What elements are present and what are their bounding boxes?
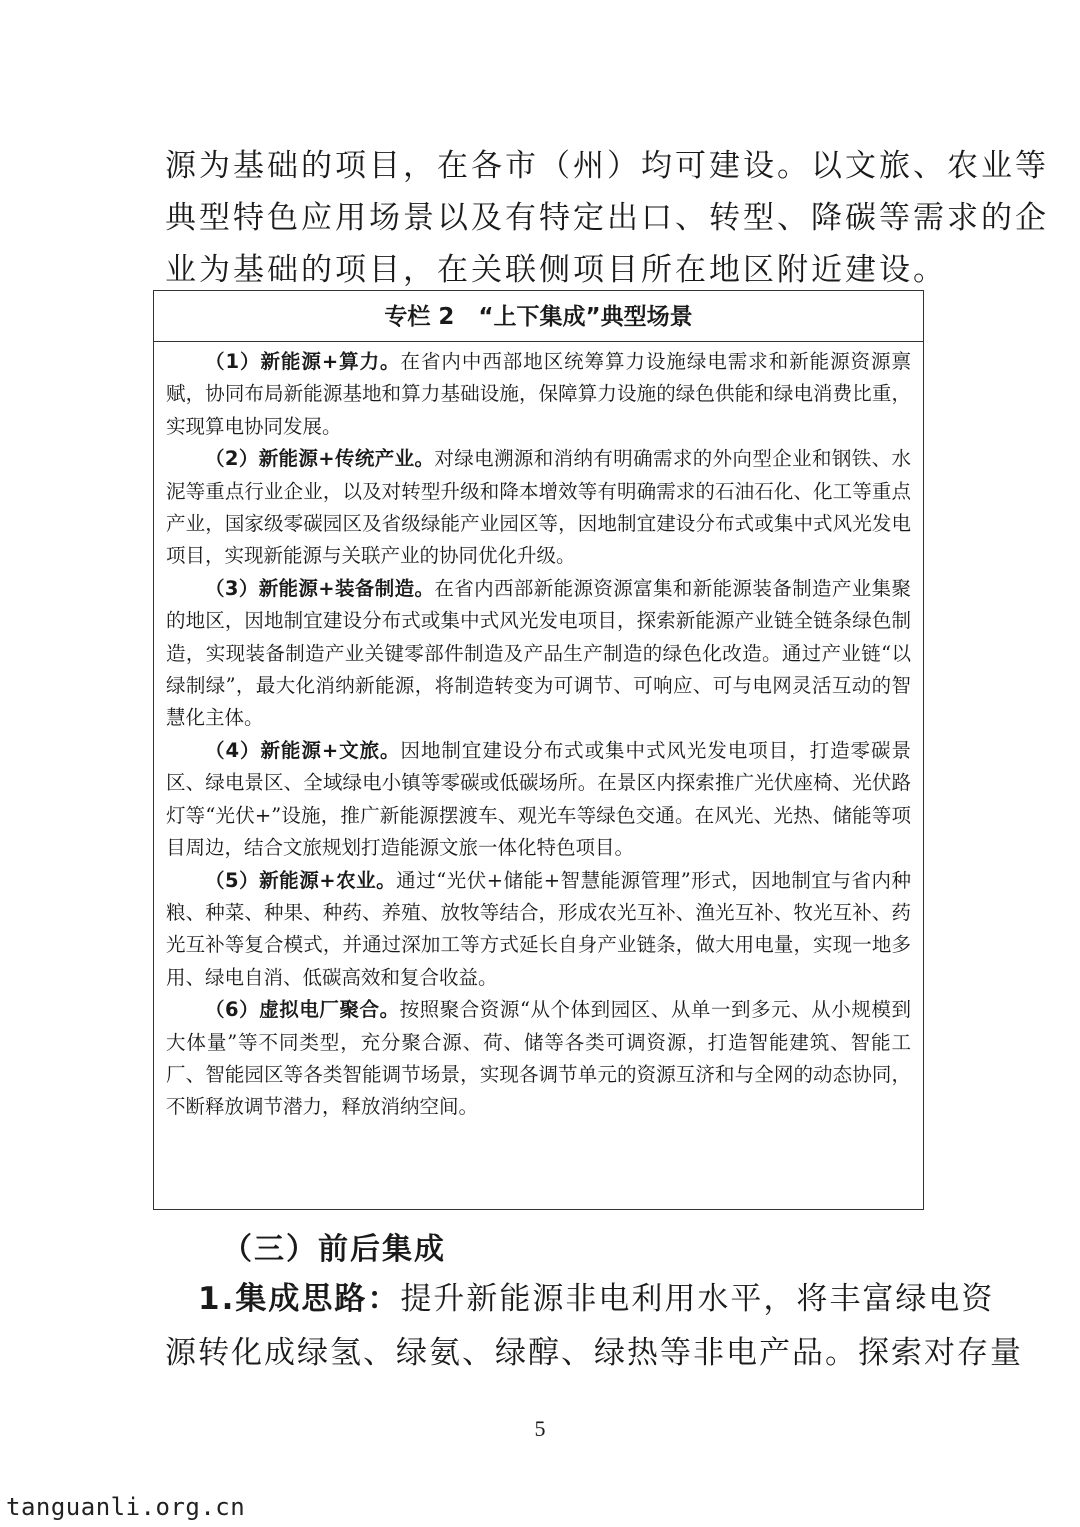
column-box: [153, 290, 924, 1210]
scenario-text: 对绿电溯源和消纳有明确需求的外向型企业和钢铁、水泥等重点行业企业，以及对转型升级和降本增效等有明确需求的石油石化、化工等重点产业，国家级零碳园区及省级绿能产业园区等，因地制宜建设分布式或集中式风光发电项目，实现新能源与关联产业的协同优化升级。: [166, 447, 911, 568]
column-box-title: [154, 291, 923, 342]
scenario-item: [166, 573, 911, 735]
column-title: “上下集成”典型场景: [478, 304, 693, 330]
scenario-lead: （2）新能源+传统产业。: [205, 447, 435, 471]
body-lead: 1.集成思路：: [198, 1281, 401, 1317]
intro-paragraph: [165, 140, 1049, 296]
scenario-text: 在省内中西部地区统筹算力设施绿电需求和新能源资源禀赋，协同布局新能源基地和算力基础设施，保障算力设施的绿色供能和绿电消费比重，实现算电协同发展。: [166, 350, 911, 438]
section-heading: （三）前后集成: [222, 1232, 446, 1267]
column-box-body: [154, 342, 923, 1124]
body-paragraph: [165, 1272, 1023, 1380]
scenario-text: 因地制宜建设分布式或集中式风光发电项目，打造零碳景区、绿电景区、全域绿电小镇等零碳或低碳场所。在景区内探索推广光伏座椅、光伏路灯等“光伏+”设施，推广新能源摆渡车、观光车等绿色交通。在风光、光热、储能等项目周边，结合文旅规划打造能源文旅一体化特色项目。: [166, 738, 911, 860]
scenario-text: 在省内西部新能源资源富集和新能源装备制造产业集聚的地区，因地制宜建设分布式或集中式风光发电项目，探索新能源产业链全链条绿色制造，实现装备制造产业关键零部件制造及产品生产制造的绿色化改造。通过产业链“以绿制绿”，最大化消纳新能源，将制造转变为可调节、可响应、可与电网灵活互动的智慧化主体。: [166, 576, 911, 730]
scenario-text: 按照聚合资源“从个体到园区、从单一到多元、从小规模到大体量”等不同类型，充分聚合源、荷、储等各类可调资源，打造智能建筑、智能工厂、智能园区等各类智能调节场景，实现各调节单元的资源互济和与全网的动态协同，不断释放调节潜力，释放消纳空间。: [166, 998, 911, 1119]
intro-line: 典型特色应用场景以及有特定出口、转型、降碳等需求的企: [165, 200, 1049, 236]
body-line: 源转化成绿氢、绿氨、绿醇、绿热等非电产品。探索对存量: [165, 1335, 1023, 1371]
body-text: 提升新能源非电利用水平，将丰富绿电资: [400, 1281, 995, 1317]
scenario-item: [166, 735, 911, 865]
scenario-lead: （4）新能源+文旅。: [205, 738, 401, 762]
intro-line: 源为基础的项目，在各市（州）均可建设。以文旅、农业等: [165, 148, 1049, 184]
scenario-item: [166, 443, 911, 573]
scenario-text: 通过“光伏+储能+智慧能源管理”形式，因地制宜与省内种粮、种菜、种果、种药、养殖、放牧等结合，形成农光互补、渔光互补、牧光互补、药光互补等复合模式，并通过深加工等方式延长自身产业链条，做大用电量，实现一地多用、绿电自消、低碳高效和复合收益。: [166, 868, 911, 989]
scenario-item: [166, 994, 911, 1124]
scenario-item: [166, 346, 911, 443]
scenario-lead: （3）新能源+装备制造。: [205, 576, 435, 600]
intro-line: 业为基础的项目，在关联侧项目所在地区附近建设。: [165, 252, 947, 288]
scenario-lead: （5）新能源+农业。: [205, 868, 397, 892]
page-number: 5: [534, 1416, 546, 1441]
column-label: 专栏 2: [384, 304, 455, 330]
watermark-text: tanguanli.org.cn: [6, 1493, 246, 1521]
scenario-lead: （1）新能源+算力。: [205, 350, 401, 373]
scenario-lead: （6）虚拟电厂聚合。: [205, 998, 400, 1022]
scenario-item: [166, 865, 911, 995]
body-line: [165, 1272, 995, 1326]
